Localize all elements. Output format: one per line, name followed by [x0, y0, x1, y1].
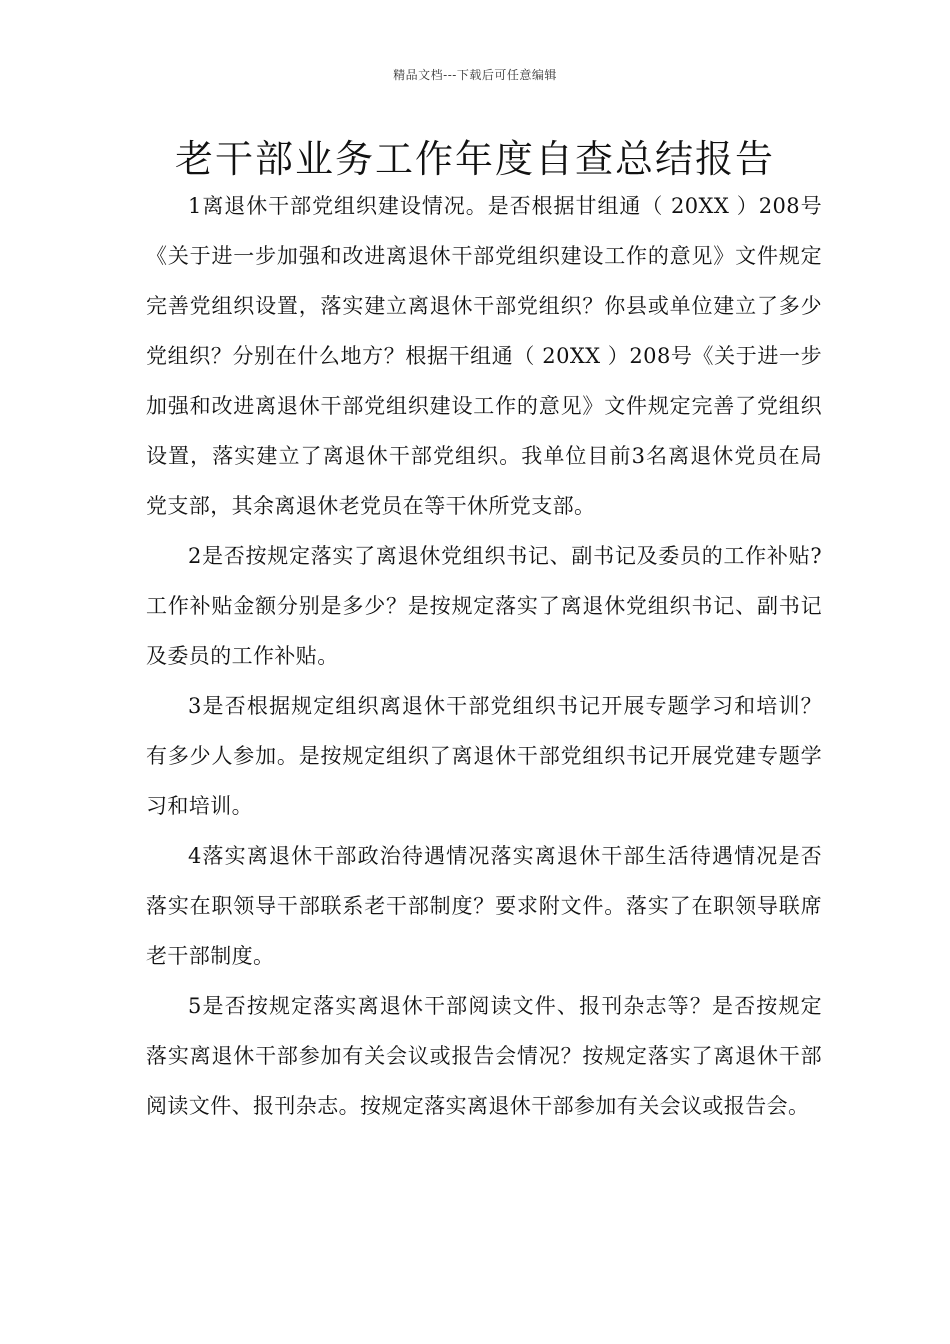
- paragraph-2: 2是否按规定落实了离退休党组织书记、副书记及委员的工作补贴?工作补贴金额分别是多少？是按规定落实了离退休党组织书记、副书记及委员的工作补贴。: [146, 544, 822, 668]
- paragraph-4: 4落实离退休干部政治待遇情况落实离退休干部生活待遇情况是否落实在职领导干部联系老干部制度？要求附文件。落实了在职领导联席老干部制度。: [146, 844, 822, 968]
- paragraph-1: 1离退休干部党组织建设情况。是否根据甘组通（ 20XX ）208号《关于进一步加强和改进离退休干部党组织建设工作的意见》文件规定完善党组织设置，落实建立离退休干部党组织？你县或单位建立了多少党组织？分别在什么地方？根据干组通（ 20XX ）208号《关于进一步加强和改进离退休干部党组织建设工作的意见》文件规定完善了党组织设置，落实建立了离退休干部党组织。我单位目前3名离退休党员在局党支部，其余离退休老党员在等干休所党支部。: [146, 194, 822, 518]
- document-body: [146, 181, 822, 1131]
- paragraph-3: 3是否根据规定组织离退休干部党组织书记开展专题学习和培训？有多少人参加。是按规定组织了离退休干部党组织书记开展党建专题学习和培训。: [146, 694, 822, 818]
- document-title: 老干部业务工作年度自查总结报告: [174, 137, 775, 181]
- header-note: 精品文档---下载后可任意编辑: [393, 68, 557, 82]
- paragraph-5: 5是否按规定落实离退休干部阅读文件、报刊杂志等？是否按规定落实离退休干部参加有关会议或报告会情况？按规定落实了离退休干部阅读文件、报刊杂志。按规定落实离退休干部参加有关会议或报告会。: [146, 994, 822, 1118]
